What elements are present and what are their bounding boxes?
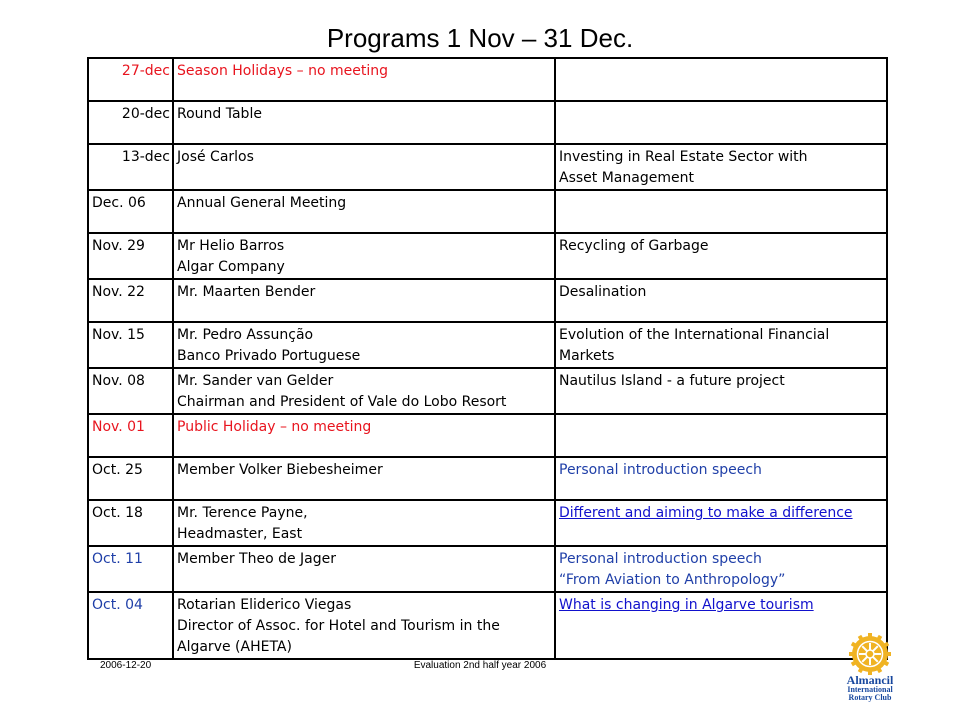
speaker-cell xyxy=(173,58,555,101)
row-date: Nov. 08 xyxy=(92,373,145,389)
speaker-line: Algarve (AHETA) xyxy=(177,639,292,655)
speaker-cell xyxy=(173,101,555,144)
logo-line2: International xyxy=(847,685,893,694)
table-row xyxy=(88,58,887,101)
speaker-line: Round Table xyxy=(177,106,262,122)
row-date: 20-dec xyxy=(121,106,170,122)
speaker-cell xyxy=(173,592,555,659)
footer-date: 2006-12-20 xyxy=(100,660,152,671)
topic-cell xyxy=(555,500,887,546)
topic-line: Recycling of Garbage xyxy=(559,238,709,254)
date-cell xyxy=(88,144,173,190)
row-date: Nov. 29 xyxy=(92,238,145,254)
speaker-cell xyxy=(173,279,555,322)
row-date: Nov. 22 xyxy=(92,284,145,300)
speaker-cell xyxy=(173,546,555,592)
speaker-line: Mr. Sander van Gelder xyxy=(177,373,334,389)
speaker-cell xyxy=(173,322,555,368)
topic-line: Evolution of the International Financial xyxy=(559,327,830,343)
topic-cell xyxy=(555,144,887,190)
row-date: Oct. 11 xyxy=(92,551,143,567)
speaker-line: Season Holidays – no meeting xyxy=(177,63,388,79)
row-date: Oct. 25 xyxy=(92,462,143,478)
row-date: Nov. 01 xyxy=(92,419,145,435)
table-row xyxy=(88,144,887,190)
speaker-line: Public Holiday – no meeting xyxy=(177,419,372,435)
speaker-cell xyxy=(173,144,555,190)
speaker-line: Chairman and President of Vale do Lobo Resort xyxy=(177,394,507,410)
topic-cell xyxy=(555,546,887,592)
speaker-line: Mr. Maarten Bender xyxy=(177,284,316,300)
speaker-line: Headmaster, East xyxy=(177,526,303,542)
speaker-cell xyxy=(173,233,555,279)
topic-cell xyxy=(555,233,887,279)
table-row xyxy=(88,500,887,546)
date-cell xyxy=(88,546,173,592)
table-row xyxy=(88,457,887,500)
topic-link[interactable]: Different and aiming to make a difference xyxy=(559,505,853,521)
topic-cell xyxy=(555,58,887,101)
table-row xyxy=(88,190,887,233)
speaker-line: Director of Assoc. for Hotel and Tourism in the xyxy=(177,618,500,634)
topic-line: Asset Management xyxy=(559,170,694,186)
speaker-line: Rotarian Eliderico Viegas xyxy=(177,597,352,613)
topic-line: Investing in Real Estate Sector with xyxy=(559,149,808,165)
speaker-cell xyxy=(173,190,555,233)
speaker-line: Algar Company xyxy=(177,259,285,275)
logo-text xyxy=(836,674,904,702)
topic-line: Markets xyxy=(559,348,615,364)
row-date: Oct. 04 xyxy=(92,597,143,613)
topic-line: Personal introduction speech xyxy=(559,551,762,567)
table-row xyxy=(88,322,887,368)
topic-link[interactable]: What is changing in Algarve tourism xyxy=(559,597,814,613)
table-row xyxy=(88,233,887,279)
speaker-line: José Carlos xyxy=(177,149,254,165)
speaker-cell xyxy=(173,457,555,500)
row-date: 27-dec xyxy=(121,63,170,79)
logo-name: Almancil xyxy=(846,673,894,687)
club-logo xyxy=(836,632,904,710)
date-cell xyxy=(88,233,173,279)
date-cell xyxy=(88,101,173,144)
table-row xyxy=(88,414,887,457)
date-cell xyxy=(88,279,173,322)
topic-cell xyxy=(555,101,887,144)
logo-line3: Rotary Club xyxy=(848,693,892,702)
table-row xyxy=(88,101,887,144)
speaker-line: Member Volker Biebesheimer xyxy=(177,462,383,478)
speaker-line: Banco Privado Portuguese xyxy=(177,348,361,364)
speaker-line: Member Theo de Jager xyxy=(177,551,337,567)
row-date: Dec. 06 xyxy=(92,195,146,211)
date-cell xyxy=(88,457,173,500)
table-row xyxy=(88,592,887,659)
speaker-line: Annual General Meeting xyxy=(177,195,347,211)
speaker-line: Mr Helio Barros xyxy=(177,238,285,254)
speaker-cell xyxy=(173,500,555,546)
topic-line: “From Aviation to Anthropology” xyxy=(559,572,786,588)
row-date: Nov. 15 xyxy=(92,327,145,343)
program-table xyxy=(87,57,888,660)
table-row xyxy=(88,368,887,414)
date-cell xyxy=(88,368,173,414)
speaker-line: Mr. Terence Payne, xyxy=(177,505,308,521)
row-date: 13-dec xyxy=(121,149,170,165)
table-row xyxy=(88,279,887,322)
topic-cell xyxy=(555,368,887,414)
footer-caption: Evaluation 2nd half year 2006 xyxy=(413,660,547,671)
topic-cell xyxy=(555,457,887,500)
topic-line: Nautilus Island - a future project xyxy=(559,373,785,389)
date-cell xyxy=(88,190,173,233)
rotary-wheel-icon xyxy=(848,632,892,676)
date-cell xyxy=(88,500,173,546)
topic-line: Personal introduction speech xyxy=(559,462,762,478)
date-cell xyxy=(88,414,173,457)
date-cell xyxy=(88,58,173,101)
table-row xyxy=(88,546,887,592)
speaker-line: Mr. Pedro Assunção xyxy=(177,327,314,343)
speaker-cell xyxy=(173,368,555,414)
date-cell xyxy=(88,592,173,659)
date-cell xyxy=(88,322,173,368)
row-date: Oct. 18 xyxy=(92,505,143,521)
speaker-cell xyxy=(173,414,555,457)
page-title: Programs 1 Nov – 31 Dec. xyxy=(326,23,634,53)
topic-cell xyxy=(555,279,887,322)
topic-cell xyxy=(555,190,887,233)
topic-cell xyxy=(555,414,887,457)
topic-cell xyxy=(555,322,887,368)
topic-line: Desalination xyxy=(559,284,647,300)
